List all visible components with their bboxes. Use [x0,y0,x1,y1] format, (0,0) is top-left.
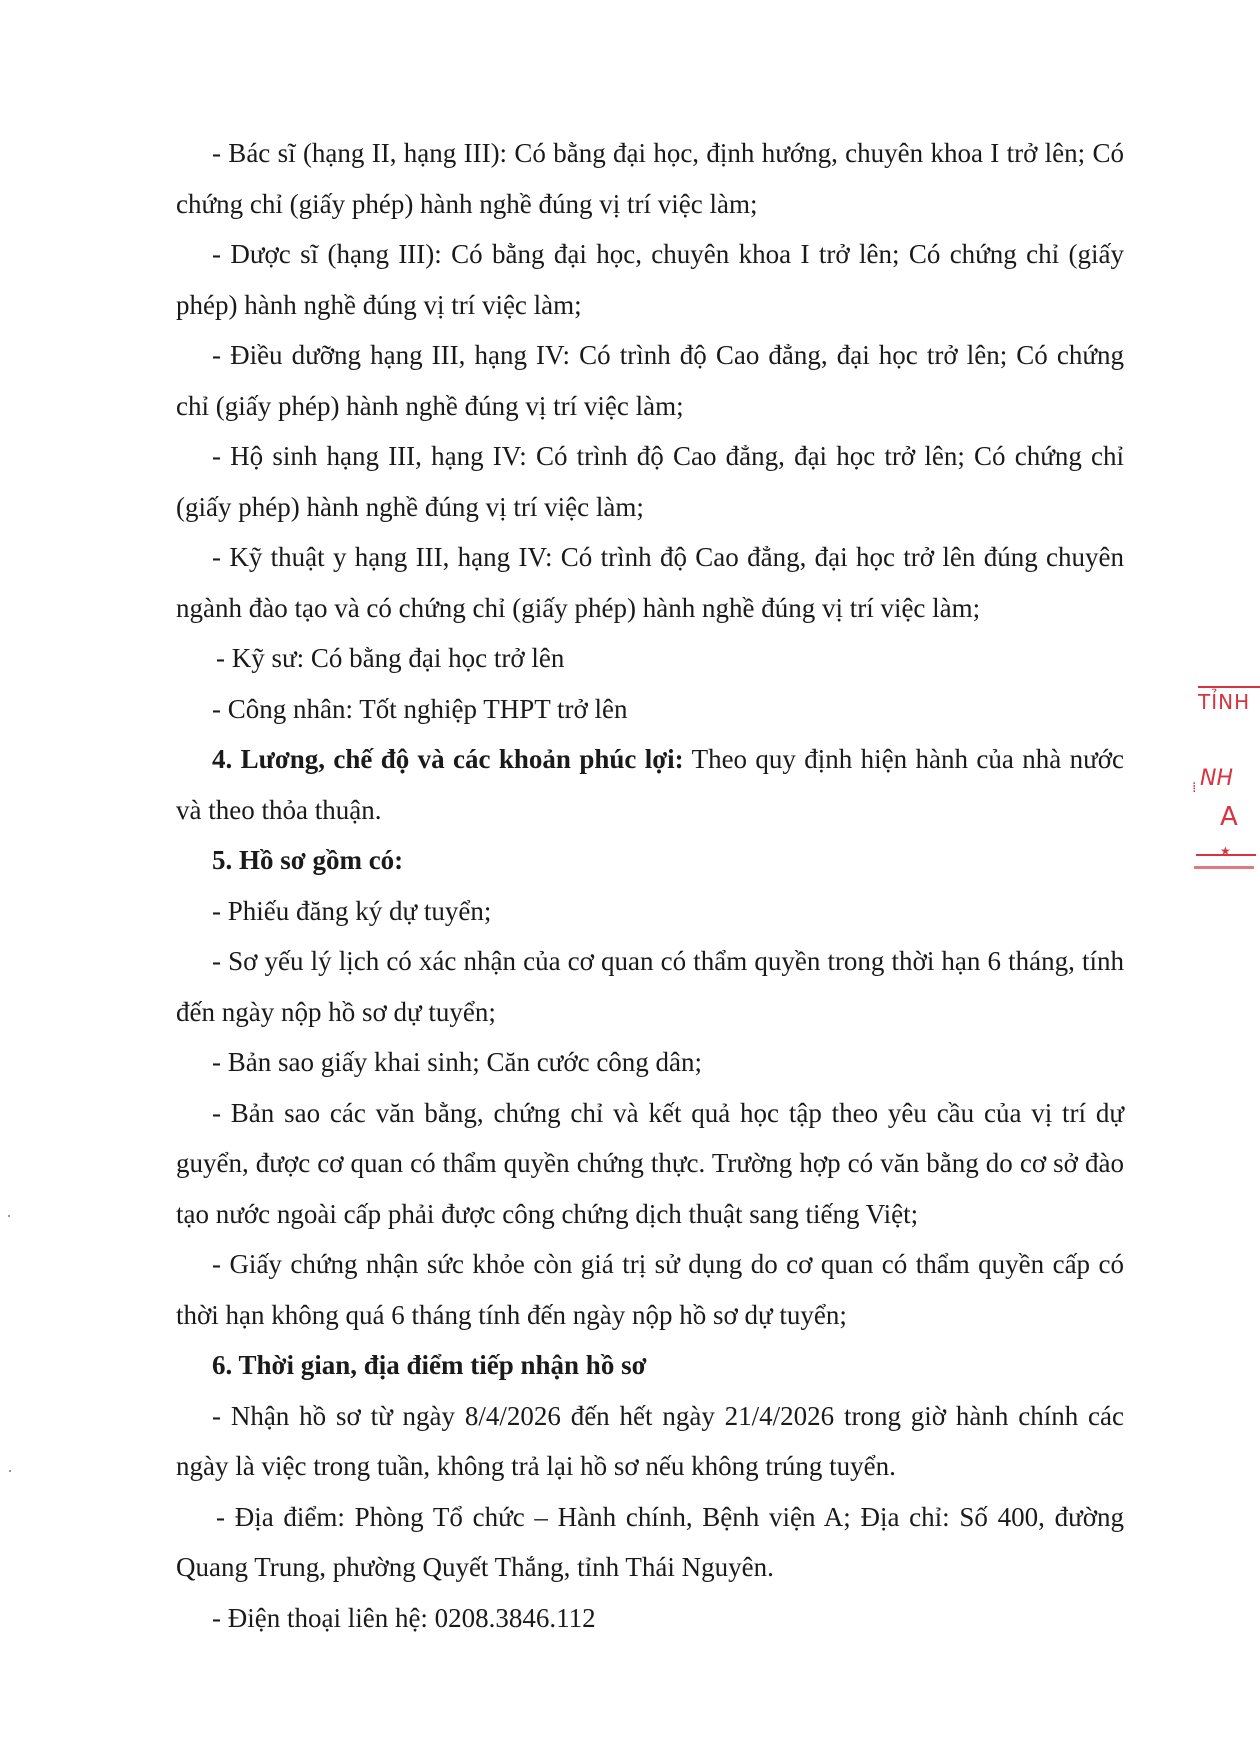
document-item: - Bản sao các văn bằng, chứng chỉ và kết quả học tập theo yêu cầu của vị trí dự guyển, được cơ quan có thẩm quyền chứng thực. Trường hợp có văn bằng do cơ sở đào tạo nước ngoài cấp phải được công chứng dịch thuật sang tiếng Việt; [176,1097,1124,1229]
stamp-star-divider [1196,854,1256,856]
section-4 [176,734,1124,835]
requirement-midwife: - Hộ sinh hạng III, hạng IV: Có trình độ Cao đẳng, đại học trở lên; Có chứng chỉ (giấy phép) hành nghề đúng vị trí việc làm; [176,441,1124,522]
requirement-pharmacist: - Dược sĩ (hạng III): Có bằng đại học, chuyên khoa I trở lên; Có chứng chỉ (giấy phép) hành nghề đúng vị trí việc làm; [176,239,1124,320]
section-4-heading: 4. Lương, chế độ và các khoản phúc lợi: [212,744,684,774]
requirement-medical-technician: - Kỹ thuật y hạng III, hạng IV: Có trình độ Cao đẳng, đại học trở lên đúng chuyên ngành đào tạo và có chứng chỉ (giấy phép) hành nghề đúng vị trí việc làm; [176,542,1124,623]
requirement-worker: - Công nhân: Tốt nghiệp THPT trở lên [212,693,628,724]
scan-speck [9,1470,11,1472]
stamp-text-line2: NH [1200,766,1233,791]
stamp-text-line1: TỈNH [1198,690,1251,714]
section-4-text: Theo quy định hiện hành của nhà nước và theo thỏa thuận. [176,744,1125,825]
document-body [176,128,1124,1643]
requirement-nurse: - Điều dưỡng hạng III, hạng IV: Có trình độ Cao đẳng, đại học trở lên; Có chứng chỉ (giấy phép) hành nghề đúng vị trí việc làm; [176,340,1124,421]
section-6-heading-text: 6. Thời gian, địa điểm tiếp nhận hồ sơ [212,1350,647,1380]
requirement-engineer: - Kỹ sư: Có bằng đại học trở lên [216,643,565,673]
document-item: - Bản sao giấy khai sinh; Căn cước công dân; [212,1047,703,1077]
red-seal-stamp: TỈNH ⁞ NH A ★ [1190,690,1250,890]
document-item: - Sơ yếu lý lịch có xác nhận của cơ quan có thẩm quyền trong thời hạn 6 tháng, tính đến ngày nộp hồ sơ dự tuyển; [176,946,1124,1027]
section-6-heading [176,1340,1124,1391]
receipt-location: - Địa điểm: Phòng Tổ chức – Hành chính, Bệnh viện A; Địa chỉ: Số 400, đường Quang Trung, phường Quyết Thắng, tỉnh Thái Nguyên. [176,1501,1124,1582]
document-item: - Phiếu đăng ký dự tuyển; [212,895,492,926]
section-5-heading-text: 5. Hồ sơ gồm có: [212,845,404,875]
document-item: - Giấy chứng nhận sức khỏe còn giá trị sử dụng do cơ quan có thẩm quyền cấp có thời hạn không quá 6 tháng tính đến ngày nộp hồ sơ dự tuyển; [176,1249,1124,1330]
requirement-doctor: - Bác sĩ (hạng II, hạng III): Có bằng đại học, định hướng, chuyên khoa I trở lên; Có chứng chỉ (giấy phép) hành nghề đúng vị trí việc làm; [176,138,1124,219]
stamp-bottom-rule [1194,866,1254,869]
receipt-time: - Nhận hồ sơ từ ngày 8/4/2026 đến hết ngày 21/4/2026 trong giờ hành chính các ngày là việc trong tuần, không trả lại hồ sơ nếu không trúng tuyển. [176,1400,1124,1481]
scan-speck [8,1215,10,1217]
contact-phone: - Điện thoại liên hệ: 0208.3846.112 [212,1602,596,1633]
section-5-heading [176,835,1124,886]
stamp-text-line3: A [1220,802,1238,832]
